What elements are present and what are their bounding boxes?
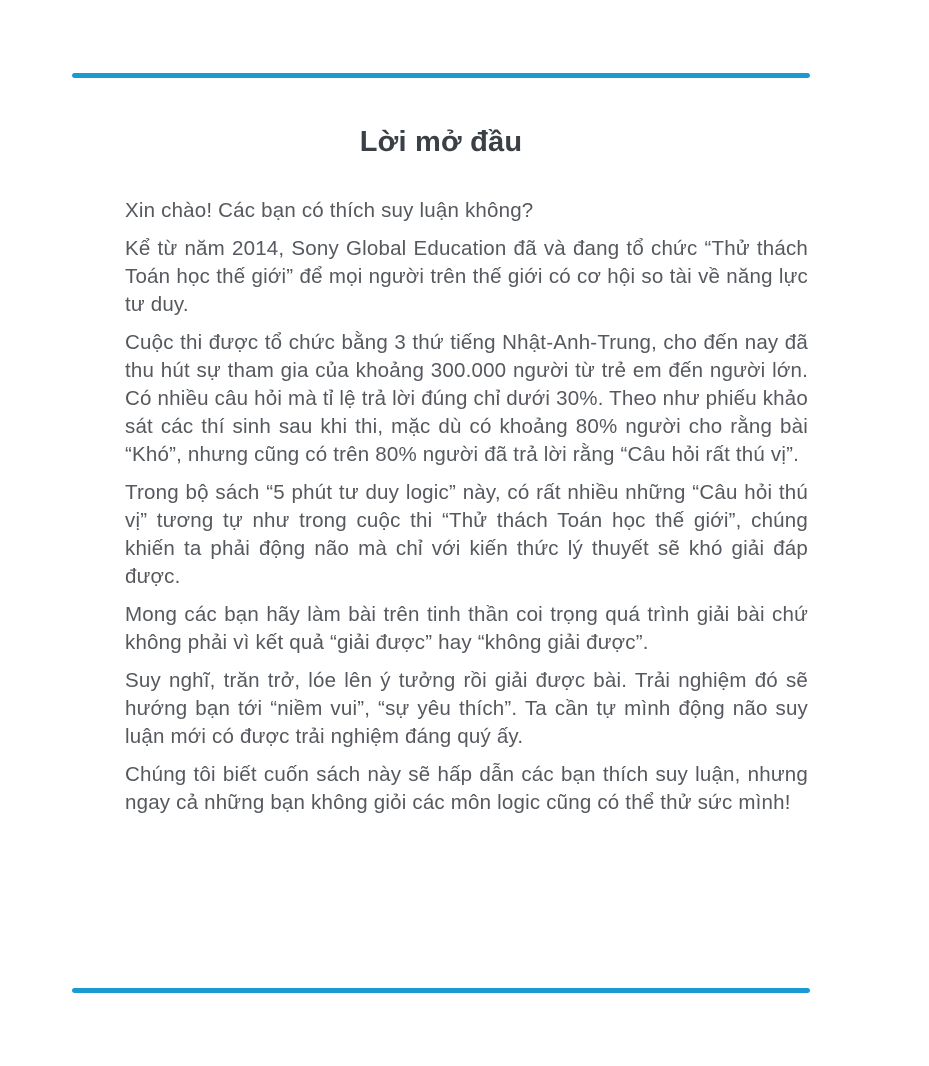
top-divider-rule xyxy=(72,73,810,78)
paragraph-book-series: Trong bộ sách “5 phút tư duy logic” này, có rất nhiều những “Câu hỏi thú vị” tương tự như trong cuộc thi “Thử thách Toán học thế giới”, chúng khiến ta phải động não mà chỉ với kiến thức lý thuyết sẽ khó giải đáp được. xyxy=(125,481,808,588)
page-title: Lời mở đầu xyxy=(359,126,523,158)
paragraph-experience: Suy nghĩ, trăn trở, lóe lên ý tưởng rồi giải được bài. Trải nghiệm đó sẽ hướng bạn tới “niềm vui”, “sự yêu thích”. Ta cần tự mình động não suy luận mới có được trải nghiệm đáng quý ấy. xyxy=(125,669,808,748)
bottom-divider-rule xyxy=(72,988,810,993)
paragraph-contest: Cuộc thi được tổ chức bằng 3 thứ tiếng Nhật-Anh-Trung, cho đến nay đã thu hút sự tham gia của khoảng 300.000 người từ trẻ em đến người lớn. Có nhiều câu hỏi mà tỉ lệ trả lời đúng chỉ dưới 30%. Theo như phiếu khảo sát các thí sinh sau khi thi, mặc dù có khoảng 80% người cho rằng bài “Khó”, nhưng cũng có trên 80% người đã trả lời rằng “Câu hỏi rất thú vị”. xyxy=(125,331,808,466)
paragraph-process: Mong các bạn hãy làm bài trên tinh thần coi trọng quá trình giải bài chứ không phải vì kết quả “giải được” hay “không giải được”. xyxy=(125,603,808,654)
paragraph-greeting: Xin chào! Các bạn có thích suy luận không? xyxy=(125,199,534,222)
paragraph-invitation: Chúng tôi biết cuốn sách này sẽ hấp dẫn các bạn thích suy luận, nhưng ngay cả những bạn không giỏi các môn logic cũng có thể thử sức mình! xyxy=(125,763,808,814)
paragraph-history: Kể từ năm 2014, Sony Global Education đã và đang tổ chức “Thử thách Toán học thế giới” để mọi người trên thế giới có cơ hội so tài về năng lực tư duy. xyxy=(125,237,808,316)
preface-body xyxy=(125,197,808,817)
